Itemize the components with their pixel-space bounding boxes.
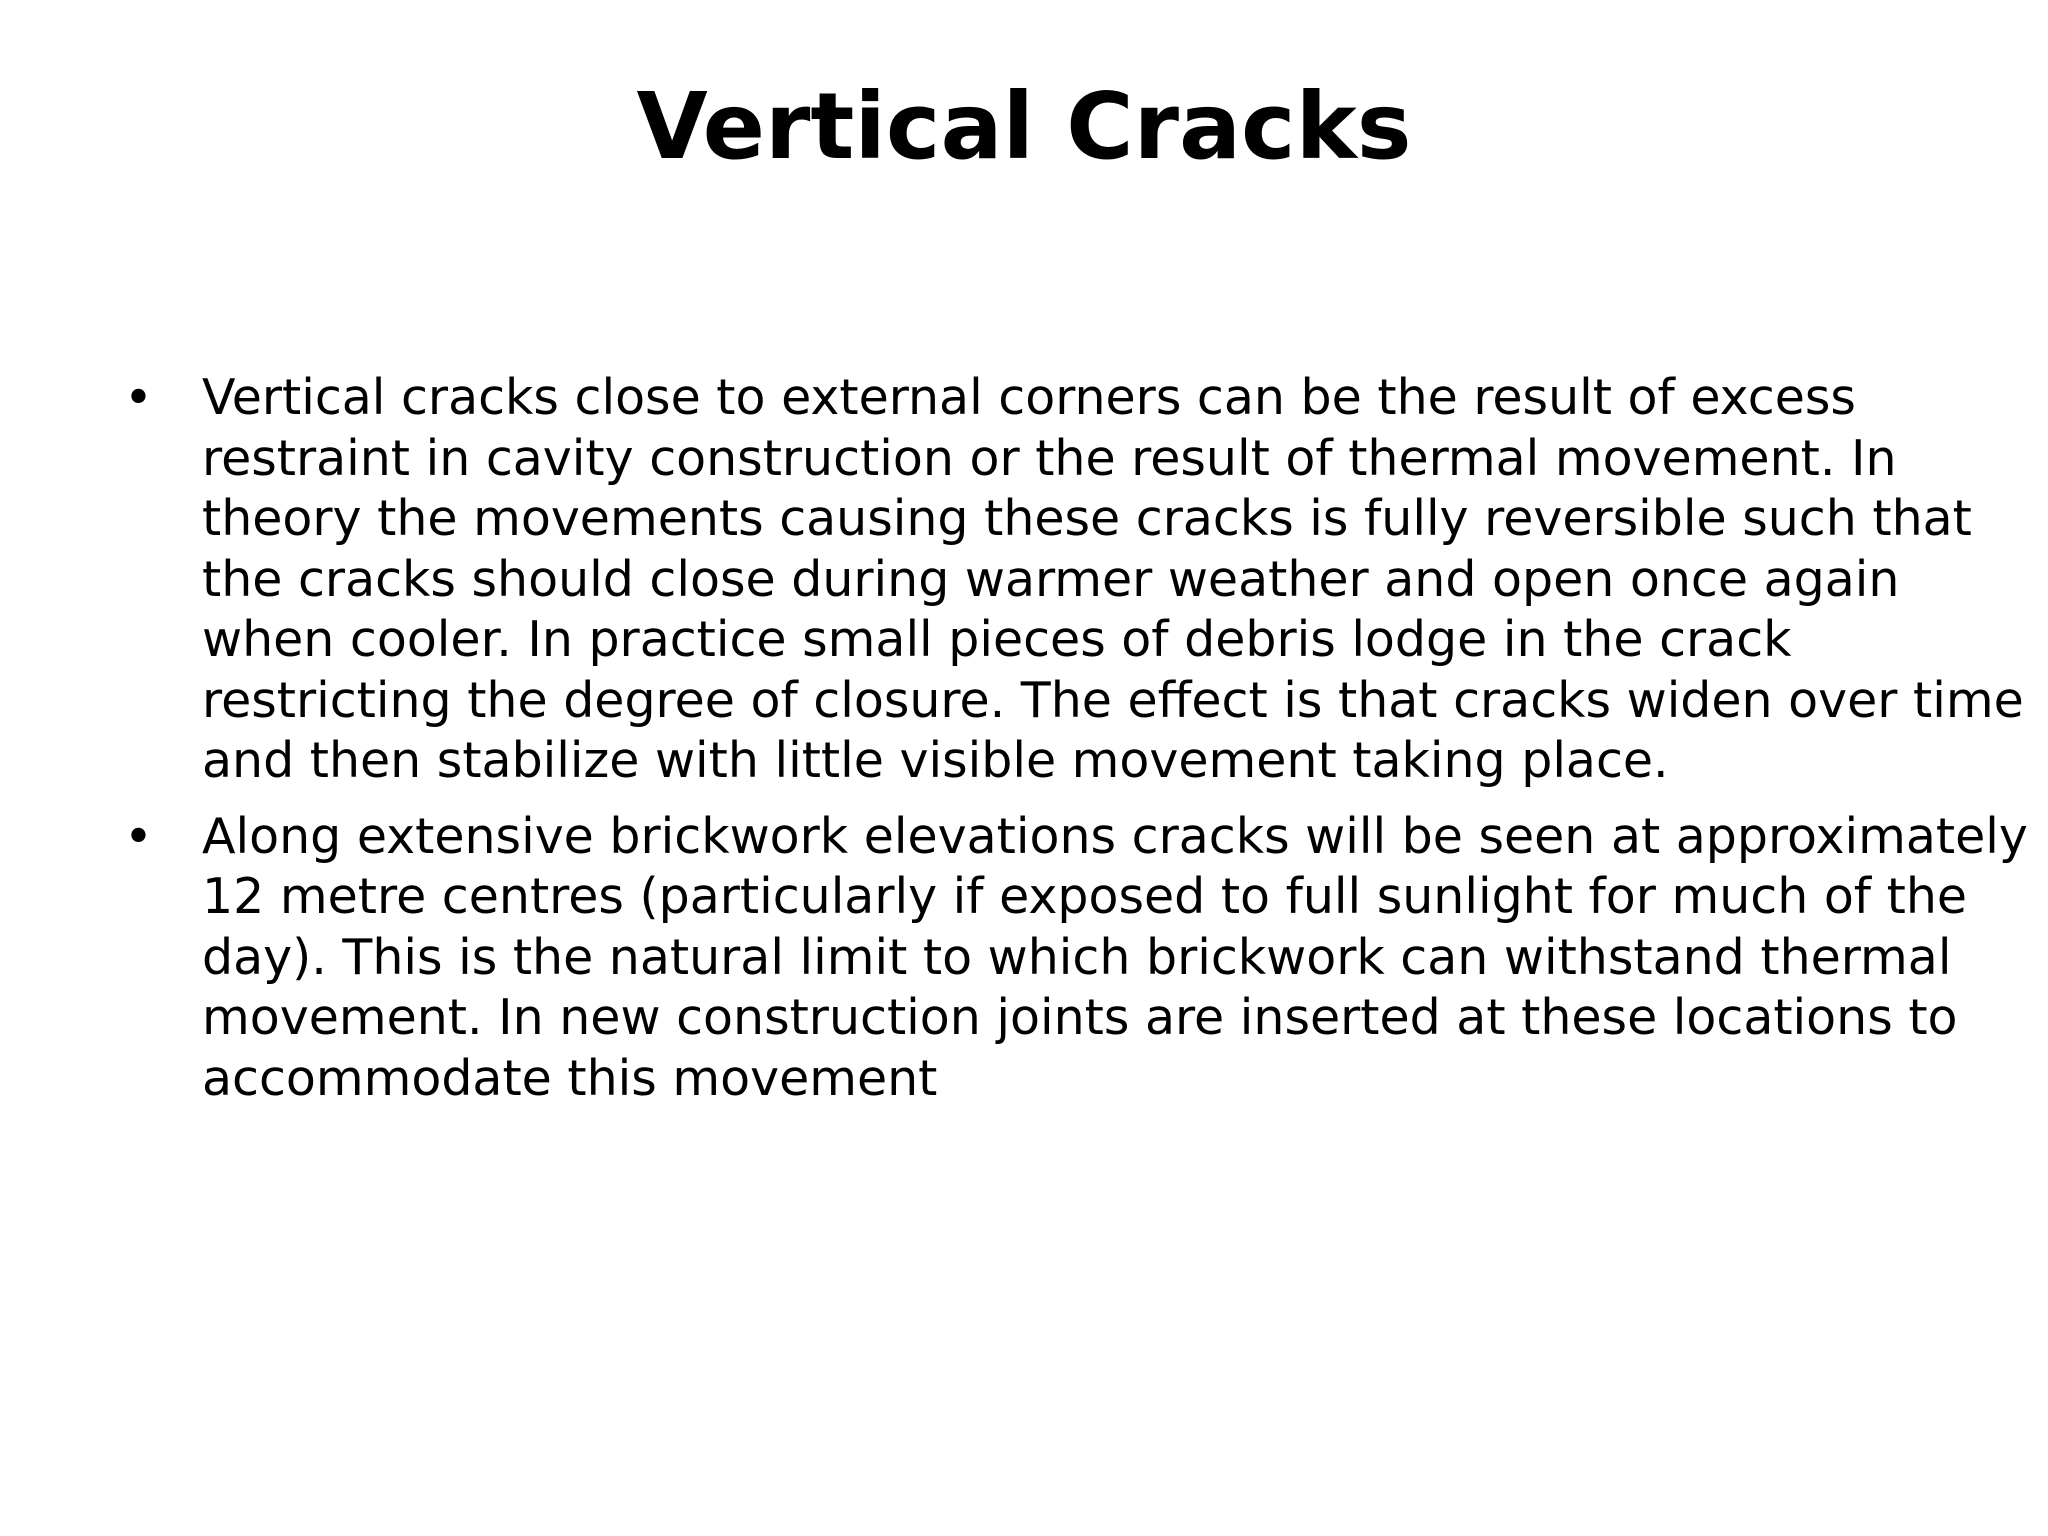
bullet-icon: • (124, 369, 153, 426)
bullet-item (124, 368, 2044, 792)
bullet-list (124, 368, 2028, 1124)
bullet-text: Along extensive brickwork elevations cracks will be seen at approximately 12 metre centres (particularly if exposed to full sunlight for much of the day). This is the natural limit to which brickwork can withstand thermal movement. In new construction joints are inserted at these locations to accommodate this movement (202, 807, 2028, 1107)
bullet-text: Vertical cracks close to external corners can be the result of excess restraint in cavity construction or the result of thermal movement. In theory the movements causing these cracks is fully reversible such that the cracks should close during warmer weather and open once again when cooler. In practice small pieces of debris lodge in the crack restricting the degree of closure. The effect is that cracks widen over time and then stabilize with little visible movement taking place. (202, 369, 2024, 789)
bullet-item (124, 807, 2044, 1110)
bullet-icon: • (124, 807, 153, 865)
slide-title: Vertical Cracks (636, 73, 1412, 180)
